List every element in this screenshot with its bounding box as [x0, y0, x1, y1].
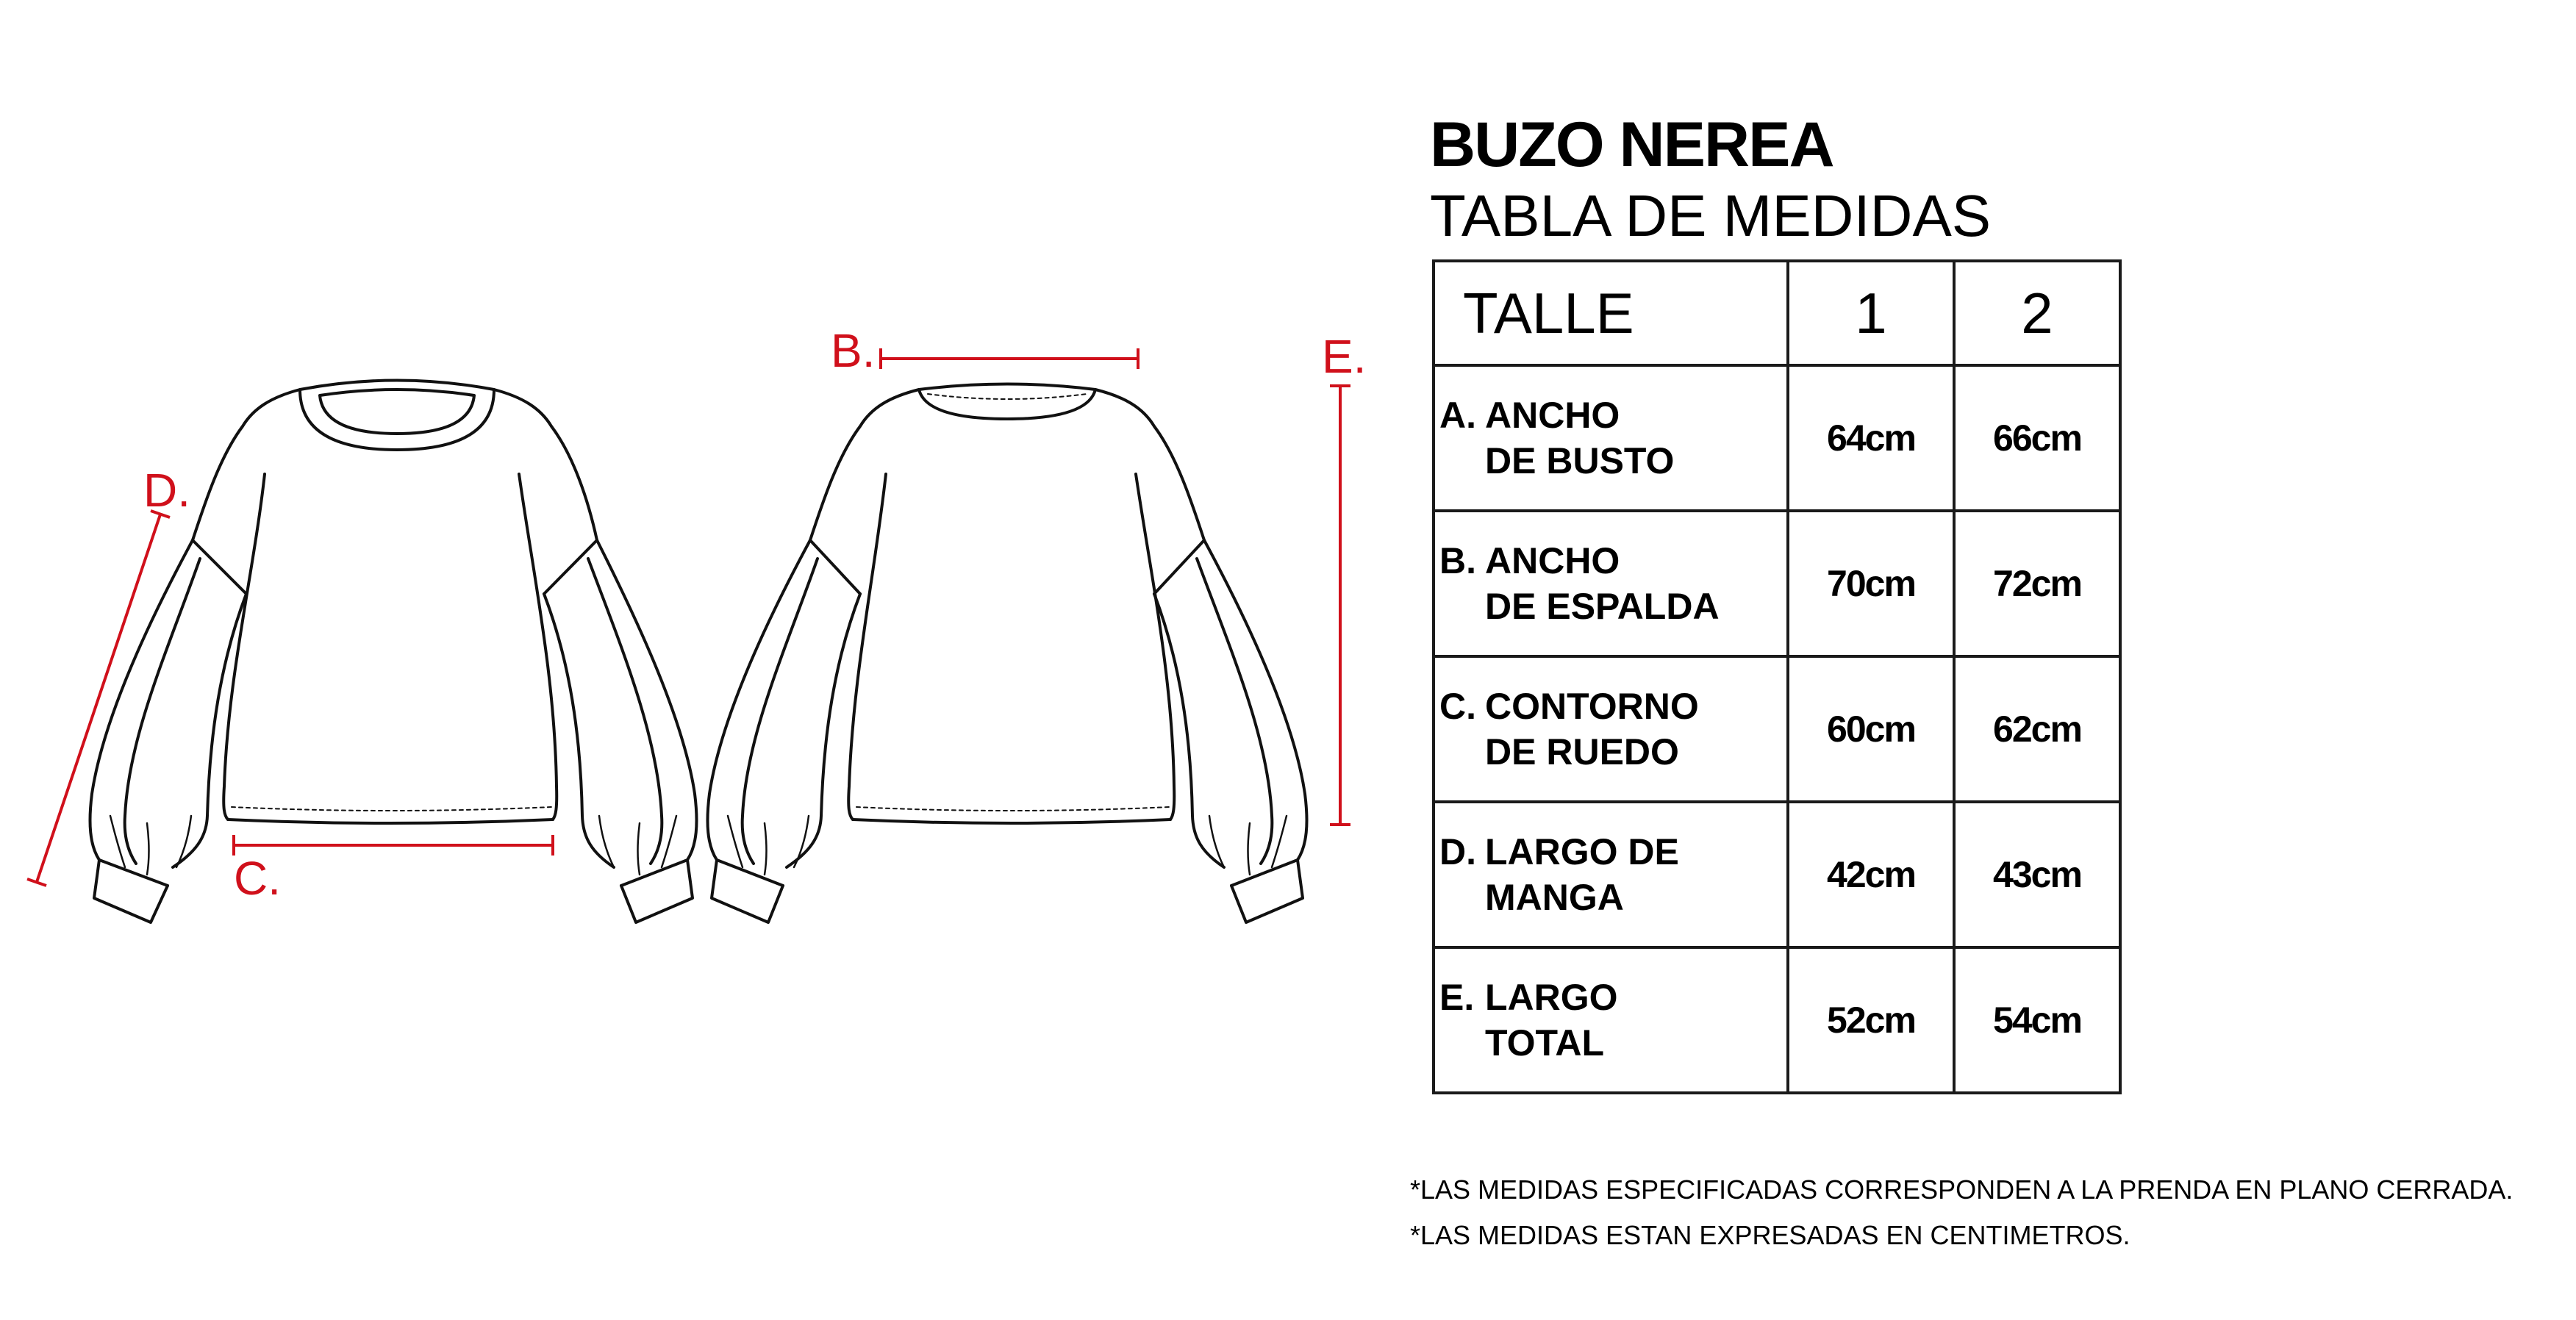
front-view — [90, 381, 696, 923]
measure-line-e — [1330, 386, 1350, 825]
value-size-2: 62cm — [1954, 656, 2120, 802]
table-row — [1434, 947, 2120, 1093]
row-label-line2: DE RUEDO — [1485, 731, 1679, 772]
row-label — [1434, 656, 1788, 802]
product-title: BUZO NEREA — [1430, 110, 1833, 180]
measure-label-c: C. — [234, 852, 281, 905]
row-label-line1: LARGO — [1485, 977, 1618, 1018]
row-label-line1: LARGO DE — [1485, 831, 1679, 872]
table-header-row — [1434, 261, 2120, 365]
value-size-1: 70cm — [1788, 511, 1954, 656]
header-talle: TALLE — [1434, 261, 1788, 365]
back-view — [707, 384, 1306, 923]
value-size-2: 54cm — [1954, 947, 2120, 1093]
value-size-1: 64cm — [1788, 365, 1954, 511]
footnote: *LAS MEDIDAS ESTAN EXPRESADAS EN CENTIMETROS. — [1410, 1220, 2130, 1250]
table-row — [1434, 802, 2120, 947]
measure-label-b: B. — [831, 324, 876, 377]
row-label — [1434, 511, 1788, 656]
value-size-2: 43cm — [1954, 802, 2120, 947]
row-letter: C. — [1439, 686, 1476, 727]
row-label-line1: CONTORNO — [1485, 686, 1699, 727]
measure-line-b — [881, 348, 1138, 369]
row-letter: B. — [1439, 540, 1476, 581]
header-size-1: 1 — [1788, 261, 1954, 365]
row-label-line2: MANGA — [1485, 877, 1624, 918]
table-subtitle: TABLA DE MEDIDAS — [1430, 183, 1992, 248]
row-letter: A. — [1439, 395, 1476, 436]
table-row — [1434, 511, 2120, 656]
row-label — [1434, 947, 1788, 1093]
measure-line-c — [234, 835, 553, 856]
value-size-1: 42cm — [1788, 802, 1954, 947]
row-label — [1434, 365, 1788, 511]
row-label-line2: DE BUSTO — [1485, 440, 1675, 481]
measure-label-d: D. — [143, 464, 190, 517]
row-label — [1434, 802, 1788, 947]
value-size-1: 52cm — [1788, 947, 1954, 1093]
footnote: *LAS MEDIDAS ESPECIFICADAS CORRESPONDEN A LA PRENDA EN PLANO CERRADA. — [1410, 1174, 2514, 1205]
row-letter: E. — [1439, 977, 1475, 1018]
value-size-2: 66cm — [1954, 365, 2120, 511]
measure-label-e: E. — [1322, 330, 1367, 383]
value-size-1: 60cm — [1788, 656, 1954, 802]
row-label-line1: ANCHO — [1485, 395, 1620, 436]
table-row — [1434, 656, 2120, 802]
row-letter: D. — [1439, 831, 1476, 872]
footnotes — [1410, 1167, 2513, 1258]
row-label-line2: TOTAL — [1485, 1022, 1605, 1063]
row-label-line1: ANCHO — [1485, 540, 1620, 581]
size-table — [1432, 259, 2122, 1094]
table-row — [1434, 365, 2120, 511]
header-size-2: 2 — [1954, 261, 2120, 365]
row-label-line2: DE ESPALDA — [1485, 586, 1720, 627]
value-size-2: 72cm — [1954, 511, 2120, 656]
